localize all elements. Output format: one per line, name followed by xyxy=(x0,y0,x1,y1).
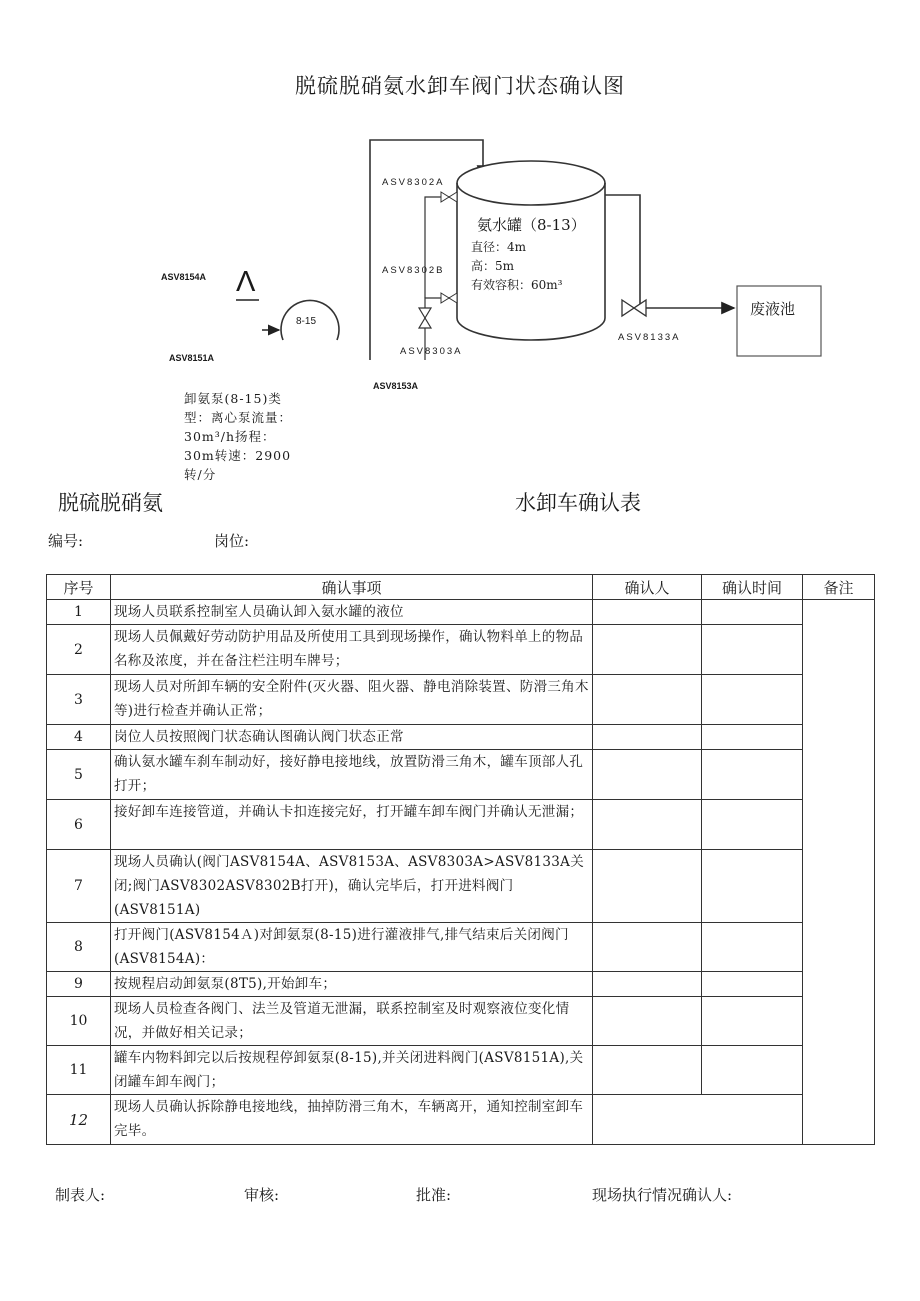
row-text: 岗位人员按照阀门状态确认图确认阀门状态正常 xyxy=(111,725,593,750)
confirmer-cell[interactable] xyxy=(593,1046,702,1095)
time-cell[interactable] xyxy=(702,1046,803,1095)
time-cell[interactable] xyxy=(702,972,803,997)
table-row xyxy=(47,625,875,675)
row-text: 按规程启动卸氨泵(8T5),开始卸车； xyxy=(111,972,593,997)
confirmer-cell[interactable] xyxy=(593,923,702,972)
label-asv8153a: ASV8153A xyxy=(373,381,419,391)
time-cell[interactable] xyxy=(702,750,803,800)
label-asv8154a: ASV8154A xyxy=(161,272,207,282)
time-cell[interactable] xyxy=(702,850,803,923)
post-label: 岗位: xyxy=(214,532,250,550)
confirmer-cell[interactable] xyxy=(593,972,702,997)
tank-diameter: 直径：4m xyxy=(471,240,527,254)
label-asv8133a: ASV8133A xyxy=(618,332,681,343)
table-row xyxy=(47,972,875,997)
row-no: 4 xyxy=(47,725,111,750)
confirmer-cell[interactable] xyxy=(593,725,702,750)
pump-circle-label: 8-15 xyxy=(296,316,317,327)
tank-volume: 有效容积：60m³ xyxy=(471,278,563,292)
confirmer-cell[interactable] xyxy=(593,850,702,923)
waste-pool-box xyxy=(737,286,821,356)
row-text: 现场人员佩戴好劳动防护用品及所使用工具到现场操作，确认物料单上的物品名称及浓度，并在备注栏注明车牌号； xyxy=(111,625,593,675)
header-confirmer: 确认人 xyxy=(593,575,702,600)
table-row xyxy=(47,725,875,750)
footer-approver: 批准: xyxy=(416,1186,452,1204)
row-no: 10 xyxy=(47,997,111,1046)
row-text: 现场人员联系控制室人员确认卸入氨水罐的液位 xyxy=(111,600,593,625)
table-row xyxy=(47,750,875,800)
outlet-pipe xyxy=(605,195,734,308)
confirmer-cell[interactable] xyxy=(593,600,702,625)
row-no: 3 xyxy=(47,675,111,725)
time-cell[interactable] xyxy=(702,625,803,675)
label-asv8303a: ASV8303A xyxy=(400,346,463,357)
label-asv8302a: ASV8302A xyxy=(382,177,445,188)
table-title-right: 水卸车确认表 xyxy=(515,491,641,515)
valve-asv8133a-symbol xyxy=(622,300,646,316)
row-text: 现场人员确认拆除静电接地线，抽掉防滑三角木，车辆离开，通知控制室卸车完毕。 xyxy=(111,1095,593,1145)
confirmer-cell[interactable] xyxy=(593,997,702,1046)
label-asv8302b: ASV8302B xyxy=(382,265,445,276)
row-no: 9 xyxy=(47,972,111,997)
header-remark: 备注 xyxy=(803,575,875,600)
time-cell[interactable] xyxy=(702,675,803,725)
footer-site-confirm: 现场执行情况确认人: xyxy=(592,1186,733,1204)
row-text: 罐车内物料卸完以后按规程停卸氨泵(8-15),并关闭进料阀门(ASV8151A),关闭罐车卸车阀门； xyxy=(111,1046,593,1095)
time-cell[interactable] xyxy=(702,997,803,1046)
confirmation-table xyxy=(46,574,875,1145)
row-no: 2 xyxy=(47,625,111,675)
time-cell[interactable] xyxy=(702,600,803,625)
table-row xyxy=(47,1046,875,1095)
table-row xyxy=(47,600,875,625)
label-asv8151a: ASV8151A xyxy=(169,353,215,363)
row-no: 7 xyxy=(47,850,111,923)
row-no: 5 xyxy=(47,750,111,800)
table-row xyxy=(47,800,875,850)
confirmer-cell[interactable] xyxy=(593,800,702,850)
confirmer-cell[interactable] xyxy=(593,625,702,675)
row-no: 6 xyxy=(47,800,111,850)
table-row xyxy=(47,923,875,972)
pump-valve-symbol: Λ xyxy=(236,266,256,298)
valve-asv8302b-symbol xyxy=(441,293,457,303)
remark-cell[interactable] xyxy=(803,600,875,1145)
time-cell[interactable] xyxy=(702,923,803,972)
row-text: 接好卸车连接管道，并确认卡扣连接完好，打开罐车卸车阀门并确认无泄漏； xyxy=(111,800,593,850)
row-no: 12 xyxy=(47,1095,111,1145)
tank-height: 高：5m xyxy=(471,259,515,273)
header-no: 序号 xyxy=(47,575,111,600)
time-cell[interactable] xyxy=(702,725,803,750)
time-cell[interactable] xyxy=(702,1095,803,1145)
header-time: 确认时间 xyxy=(702,575,803,600)
confirmer-cell[interactable] xyxy=(593,1095,702,1145)
header-item: 确认事项 xyxy=(111,575,593,600)
table-row xyxy=(47,850,875,923)
row-text: 现场人员对所卸车辆的安全附件(灭火器、阻火器、静电消除装置、防滑三角木等)进行检查并确认正常； xyxy=(111,675,593,725)
table-row xyxy=(47,1095,875,1145)
row-text: 现场人员确认(阀门ASV8154A、ASV8153A、ASV8303A>ASV8133A关闭;阀门ASV8302ASV8302B打开)，确认完毕后，打开进料阀门(ASV8151A) xyxy=(111,850,593,923)
row-no: 8 xyxy=(47,923,111,972)
tank-name: 氨水罐（8-13） xyxy=(477,216,586,234)
page-title: 脱硫脱硝氨水卸车阀门状态确认图 xyxy=(295,74,625,98)
valve-diagram xyxy=(0,0,920,480)
waste-pool-label: 废液池 xyxy=(750,300,796,318)
confirmer-cell[interactable] xyxy=(593,675,702,725)
footer-maker: 制表人: xyxy=(55,1186,106,1204)
confirmer-cell[interactable] xyxy=(593,750,702,800)
table-title-left: 脱硫脱硝氨 xyxy=(58,491,163,515)
valve-asv8303a-symbol xyxy=(419,308,431,328)
row-text: 确认氨水罐车刹车制动好，接好静电接地线，放置防滑三角木，罐车顶部人孔打开； xyxy=(111,750,593,800)
row-text: 打开阀门(ASV8154Ａ)对卸氨泵(8-15)进行灌液排气,排气结束后关闭阀门(ASV8154A)： xyxy=(111,923,593,972)
table-row xyxy=(47,997,875,1046)
table-header-row xyxy=(47,575,875,600)
row-no: 1 xyxy=(47,600,111,625)
footer-reviewer: 审核: xyxy=(244,1186,280,1204)
row-text: 现场人员检查各阀门、法兰及管道无泄漏，联系控制室及时观察液位变化情况，并做好相关记录； xyxy=(111,997,593,1046)
valve-asv8302a-symbol xyxy=(441,192,457,202)
pump-info: 卸氨泵(8-15)类型：离心泵流量：30m³/h扬程：30m转速：2900转/分 xyxy=(184,391,293,482)
row-no: 11 xyxy=(47,1046,111,1095)
code-label: 编号: xyxy=(48,532,84,550)
table-row xyxy=(47,675,875,725)
time-cell[interactable] xyxy=(702,800,803,850)
